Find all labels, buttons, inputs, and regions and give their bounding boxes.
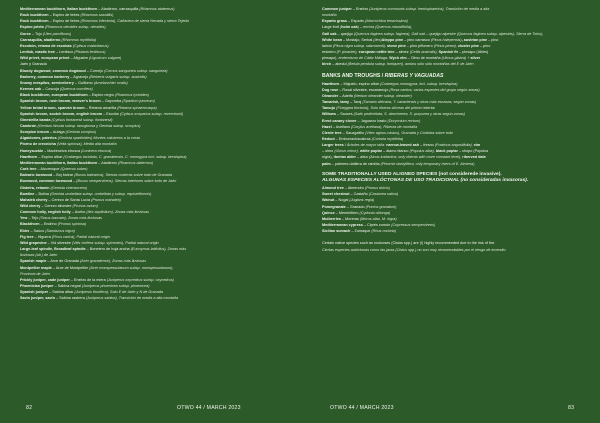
common-name: Quince: [322, 210, 335, 215]
common-name: iberian alder: [333, 155, 356, 160]
scientific-name: (Prunus spinosa): [57, 222, 87, 227]
scientific-name: (Lonicera etrusca): [81, 148, 112, 153]
scientific-name: (Buxus balearica), Sierras costeras sobre todo de Granada: [74, 173, 173, 178]
local-name: ) –: [357, 25, 364, 30]
scientific-name: (Rhamnus saxatilis): [80, 13, 114, 18]
local-name: – Saúco: [29, 228, 46, 233]
scientific-name: (Quercus suber): [60, 167, 88, 172]
common-name: Large-leaf spindle, Broadleaf spindle: [20, 247, 86, 252]
common-name: narrow-leaved ash: [386, 143, 420, 148]
common-name: Snowy mespilus, serviceberry: [20, 80, 74, 85]
scientific-name: (Nerium oleander subsp. oleander): [353, 93, 412, 98]
local-name: resinero: [322, 50, 337, 55]
scientific-name: lluviosas (alt.) de Jaén: [20, 253, 58, 258]
local-name: – Avellano: [331, 124, 352, 129]
scientific-name: (Ilex): [373, 37, 382, 42]
right-bottom-list: [322, 185, 580, 234]
common-name: Escobón, retama de escobas: [20, 43, 72, 48]
scientific-name: (Vitex agnus-castus), Granada y Córdoba sobre todo: [365, 130, 454, 135]
scientific-name: (Quercus faginea subsp. faginea), Gall oak – quejigo alpestre (Quercus faginea subsp. alpestris), Sierra de Tolox),: [353, 31, 544, 36]
common-name: Balearic boxwood: [20, 173, 53, 178]
common-name: Tamujo: [322, 106, 336, 111]
local-name: – Vid silvestre: [46, 240, 72, 245]
local-name: – Almendro: [343, 186, 365, 191]
scientific-name: (Juniperus communis subsp. hemisphaerica), Transición de media a alta: [369, 7, 490, 11]
common-name: Piorno de crecnicha: [20, 142, 56, 147]
local-name: – Aladierno: [97, 160, 119, 165]
scientific-name: (Populus alba),: [409, 149, 436, 154]
common-name: cluster pine: [457, 43, 480, 48]
scientific-name: (Pinus nigra subsp. salzmannii),: [332, 43, 388, 48]
scientific-name: (Retama sphaerocarpa): [117, 105, 157, 110]
local-name: – Alcornoque: [36, 167, 61, 172]
scientific-name: (Quercus coccifera): [60, 87, 93, 92]
scientific-name: (Sambucus nigra): [45, 228, 75, 233]
scientific-name: (Juniperus phoenicea subsp. phoenicea): [81, 284, 150, 289]
local-name: Large fruit: [322, 25, 340, 30]
scientific-name: (Vitis vinifera subsp. sylvestris), Partial natural origin: [72, 240, 159, 245]
local-name: – Arce de Montpellier: [51, 265, 90, 270]
local-name: – Higuera: [33, 234, 52, 239]
scientific-name: encina (Quercus rotundifolia),: [363, 25, 413, 30]
local-name: – Retama amarilla: [84, 105, 118, 110]
local-name: – pino: [479, 43, 491, 48]
common-name: Ginestrilla banda: [20, 117, 51, 122]
local-name: Jaén y Granada: [20, 62, 47, 67]
local-name: – Coscoja: [41, 87, 61, 92]
local-name: – Cerezo de Santa Lucía: [47, 197, 92, 202]
scientific-name: (Berberis vulgaris subsp. australis): [89, 74, 147, 79]
scientific-name: (Prunus dulcis): [364, 186, 390, 191]
common-name: Larger trees: [322, 143, 344, 148]
species-entry: [20, 295, 277, 301]
local-name: – Arce de Granada: [46, 259, 81, 264]
fire-risk-note: [322, 240, 580, 252]
common-name: Scorpion broom: [20, 130, 49, 135]
common-name: Espino prieto: [20, 25, 44, 30]
local-name: – Tejo: [27, 216, 40, 221]
common-name: Dog rose: [322, 87, 339, 92]
common-name: Sicilian sumach: [322, 229, 351, 234]
heading-banks-es: RIBERAS Y VAGUADAS: [384, 72, 444, 79]
scientific-name: (Rhamnus lycioides): [115, 93, 150, 98]
common-name: Cork tree: [20, 167, 37, 172]
local-name: – Bonetero de hoja ancha: [85, 247, 131, 252]
local-name: – Adelfa: [338, 93, 354, 98]
common-name: Esparto grass: [322, 19, 348, 24]
right-page: [300, 0, 600, 423]
local-name: – Endrino: [39, 222, 58, 227]
local-name: – Cornejo: [85, 68, 105, 73]
common-name: Mediterranean cypress: [322, 223, 363, 228]
scientific-name: (Prunus mahaleb): [91, 197, 121, 202]
common-name: Common juniper: [322, 7, 352, 11]
common-name: Lentisk, mastic tree: [20, 50, 56, 55]
common-name: black poplar: [435, 149, 458, 154]
local-name: – Boj balear: [52, 173, 75, 178]
scientific-name: (P. pinaster),: [336, 50, 359, 55]
common-name: Mediterranean buckthorn, Italian buckthorn: [20, 7, 98, 11]
common-name: Cambrón: [20, 123, 37, 128]
local-name: – Sauzgatillo: [341, 130, 366, 135]
local-name: – Zumaque: [350, 229, 372, 234]
scientific-name: (Crataegus monogyna, incl. subsp. brevispina): [380, 81, 458, 86]
common-name: Honeysuckle: [20, 148, 44, 153]
local-name: – pinsapo (Abies): [458, 50, 489, 55]
scientific-name: (Cupressus sempervirens): [391, 223, 436, 228]
scientific-name: (Alnus lusitanica; only riberas with more constant level),: [368, 155, 463, 160]
scientific-name: (Taxus baccata), Zonas más lluviosas: [39, 216, 102, 221]
local-name: – abedul: [331, 62, 348, 67]
local-name: – fresno: [419, 143, 435, 148]
common-name: holm oak: [341, 25, 358, 30]
common-name: Rock buckthorn: [20, 19, 49, 24]
common-name: , austrian pine: [461, 37, 488, 42]
scientific-name: (Vella spinosa), Media alta montaña: [56, 142, 117, 147]
common-name: Gisteira, retamín: [20, 185, 50, 190]
common-name: Common holly, english holly: [20, 210, 71, 215]
local-name: – Sabina rastrera: [55, 296, 86, 301]
scientific-name: (Juniperus sabina), Transición de media a alta montaña: [85, 296, 179, 301]
left-species-list: [20, 6, 277, 302]
scientific-name: (Ulmus glabra) +: [441, 56, 471, 61]
scientific-name: (Spartium junceum): [122, 99, 155, 104]
scientific-name: (Genista scorpius): [65, 130, 97, 135]
scientific-name: (Cydonia oblonga): [359, 210, 391, 215]
scientific-name: (Rosa canina, varias especies del grupo según zonas): [389, 87, 480, 92]
scientific-name: (Genista umbellata subsp. umbellata y subsp. equisetiformis): [50, 191, 152, 196]
scientific-name: (Coriaria myrtifolia): [371, 136, 404, 141]
common-name: Hawthorn: [20, 154, 38, 159]
common-name: Carrasquilla, aladierno: [20, 37, 61, 42]
scientific-name: (Corylus avellana), Riberas de montaña: [351, 124, 418, 129]
scientific-name: Provincia de Jaén: [20, 271, 50, 276]
common-name: silver: [470, 56, 481, 61]
scientific-name: (Buxus sempervirens), Sierras interiores sobre todo de Jaén: [76, 179, 177, 184]
common-name: White bean: [322, 37, 343, 42]
common-name: Walnut: [322, 198, 335, 203]
common-name: Blackthorn: [20, 222, 40, 227]
common-name: Mediterranean buckthorn, Italian buckthorn: [20, 160, 98, 165]
local-name: – olmo: [322, 149, 335, 154]
local-name: – Granado: [345, 204, 366, 209]
local-name: – Ciprés común: [362, 223, 392, 228]
scientific-name: (Rhamnus oleoides subsp. oleoides): [45, 25, 106, 30]
species-entry: [322, 31, 580, 37]
scientific-name: (Prunus avium): [72, 204, 98, 208]
local-name: – Emborrachacabras: [334, 136, 372, 141]
local-name: – Lentisco: [55, 50, 75, 55]
common-name: Montpellier maple: [20, 265, 52, 270]
local-name: – Castaño: [349, 192, 369, 197]
local-name: – Mostajo, Serbal: [342, 37, 374, 42]
scientific-name: (Morus alba, M. nigra): [359, 216, 397, 221]
common-name: birch: [322, 62, 332, 67]
scientific-name: (Genista hirsuta subsp. lanuginosa y Genista subsp. scorpius): [37, 123, 141, 128]
local-name: – Espino negro: [87, 93, 116, 98]
common-name: palm: [322, 161, 331, 166]
common-name: Pomegranate: [322, 204, 346, 209]
scientific-name: (Crataegus laciniata, C. granatensis, C. monogyna incl. subsp. brevispina): [63, 154, 187, 159]
common-name: Redoul: [322, 136, 335, 141]
common-name: Hawthorn: [322, 81, 340, 86]
heading-aligned-es: ALGUNAS ESPECIES ALÓCTONAS DE USO TRADICIONAL (no consideradas invasoras).: [322, 177, 529, 183]
scientific-name: (Acer monspessulanum subsp. monspessulanum),: [89, 265, 174, 270]
common-name: Spanish fir: [438, 50, 459, 55]
page-number-right: 83: [568, 405, 575, 411]
common-name: Bowline: [20, 191, 35, 196]
scientific-name: (Cytisus scoparius subsp. reverchonii): [119, 111, 184, 116]
common-name: Mulberries: [322, 216, 341, 221]
scientific-name: (Juglans regia): [349, 198, 375, 203]
scientific-name: montaña: [322, 13, 337, 18]
local-name: – Jaguarzo basto: [356, 118, 388, 123]
local-name: laricio: [322, 43, 333, 48]
local-name: – pino piñonero: [405, 43, 434, 48]
common-name: Spanish juniper: [20, 290, 49, 295]
local-name: – Cerezo silvestre: [40, 204, 73, 208]
page-number-left: 82: [26, 405, 33, 411]
common-name: Oleander: [322, 93, 339, 98]
local-name: – Tojo: [30, 31, 43, 36]
heading-banks-en: BANKS AND TROUGHS /: [322, 72, 385, 79]
common-name: Phoenician juniper: [20, 284, 54, 289]
common-name: Boxwood, common boxwood: [20, 179, 73, 184]
scientific-name: (Ligustrum vulgare): [88, 56, 122, 61]
local-name: – palmera datilera de rambla: [330, 161, 381, 166]
common-name: Gorse: [20, 31, 31, 36]
common-name: Barberry, common barberry: [20, 74, 70, 79]
local-name: nigra),: [322, 155, 334, 160]
local-name: – Aligustre: [69, 56, 89, 61]
scientific-name: (Cornus sanguinea subsp. sanguinea): [104, 68, 168, 73]
scientific-name: (Rhamnus myrtifolia): [61, 37, 97, 42]
scientific-name: (Fraxinus angustifolia),: [434, 143, 474, 148]
scientific-name: (Rhamnus infectoria), Cañavera de sierra Nevada y sierra Tejeda: [80, 19, 189, 24]
common-name: Black buckthorn, european buckthorn: [20, 93, 88, 98]
common-name: Spanish broom, scotch broom, english broom: [20, 111, 103, 116]
common-name: european nettle tree: [358, 50, 395, 55]
local-name: – Gayomba: [100, 99, 123, 104]
local-name: – Rosal silvestre, escaramujo: [338, 87, 390, 92]
scientific-name: (Macrochloa tenacissima): [365, 19, 408, 24]
local-name: – quejigo: [336, 31, 354, 36]
common-name: Wild cherry: [20, 204, 41, 208]
local-name: – Nogal: [334, 198, 350, 203]
scientific-name: (Cytisus fontanesii subsp. fontanesii): [51, 117, 113, 122]
scientific-name: Árboles de mayor talla:: [346, 143, 387, 148]
local-name: – álamo blanco: [382, 149, 410, 154]
scientific-name: (Flueggea tinctoria), Solo riberas silíceas del pirineo: [336, 106, 424, 111]
scientific-name: (Cytisus malacitanus): [72, 43, 109, 48]
species-entry: [322, 228, 580, 234]
common-name: Wild privet, european privet: [20, 56, 70, 61]
local-name: – Moreras: [340, 216, 360, 221]
publication-footer-left: OTWO 44 / MARCH 2023: [177, 405, 241, 411]
scientific-name: (Acer granatense), Zonas más lluviosas: [80, 259, 147, 264]
local-name: – Enebro: [351, 7, 370, 11]
common-name: Bloody dogwood, common dogwood: [20, 68, 86, 73]
right-top-list: [322, 6, 580, 68]
local-name: – Enebro de la miera: [69, 277, 107, 282]
common-name: Rock buckthorn: [20, 13, 49, 18]
local-name: – aliso: [355, 155, 369, 160]
local-name: interior: [423, 106, 435, 111]
local-name: – Espino de tintes: [48, 19, 81, 24]
scientific-name: (Ficus carica), Partial natural origin: [51, 234, 110, 239]
common-name: Yew: [20, 216, 28, 221]
scientific-name: (Phoenix dactylifera, only temporary rivers of E. Almería): [380, 161, 475, 166]
publication-footer-right: OTWO 44 / MARCH 2023: [330, 405, 394, 411]
scientific-name: (Euonymus latifolius), Zonas más: [130, 247, 187, 252]
common-name: elm: [473, 143, 481, 148]
local-name: /: [343, 143, 347, 148]
scientific-name: (Genista cinerascens): [50, 185, 88, 190]
common-name: Wild grapevine: [20, 240, 47, 245]
scientific-name: (Genista spartioides) Montes calcáreos a la costa: [57, 136, 140, 141]
local-name: – Escoba: [102, 111, 120, 116]
scientific-name: (Juniperus oxycedrus subsp. oxycedrus): [106, 277, 174, 282]
heading-aligned-en: SOME TRADITIONALLY USED ALIGNED SPECIES (not considerede invasive).: [322, 171, 502, 177]
scientific-name: (Celtis australis),: [409, 50, 439, 55]
species-entry: [322, 61, 580, 67]
common-name: Fig tree: [20, 234, 34, 239]
local-name: – almez: [394, 50, 410, 55]
right-species-list: [322, 6, 580, 253]
local-name: – Aladierno, carrasquilla: [97, 7, 140, 11]
local-name: – Madreselva etrusca: [43, 148, 82, 153]
right-mid-list: [322, 81, 580, 167]
local-name: – Olmo de montaña: [406, 56, 442, 61]
scientific-name: (: [339, 25, 342, 30]
local-name: – chopo (Populus: [457, 149, 489, 154]
scientific-name: (Amelanchier ovalis): [93, 80, 128, 85]
common-name: Clerde tree: [322, 130, 342, 135]
local-name: – Bolina: [34, 191, 51, 196]
scientific-name: (Dorycnium rectum): [387, 118, 421, 123]
common-name: Algaidones, palerlos: [20, 136, 57, 141]
common-name: Spanish maple: [20, 259, 47, 264]
scientific-name: (Ulmus minor),: [334, 149, 360, 154]
scientific-name: (Castanea sativa): [368, 192, 399, 197]
common-name: Gall oak: [322, 31, 337, 36]
common-name: Spanish broom, rush broom, weaver's broom: [20, 99, 101, 104]
local-name: pinsapo),: [322, 56, 339, 61]
common-name: Erect canary clover: [322, 118, 357, 123]
scientific-name: (Pistacia lentiscus): [74, 50, 106, 55]
local-name: – Agracejo: [69, 74, 90, 79]
scientific-name: (Pinus halepensis): [430, 37, 462, 42]
local-name: – Esparto: [347, 19, 366, 24]
scientific-name: (Tamarix africana, T. canariensis y otras más escasas, según zonas): [362, 100, 477, 105]
common-name: stone pine: [387, 43, 406, 48]
local-name: – Sauces: [335, 112, 354, 117]
scientific-name: (Rhamnus alaternus): [118, 160, 154, 165]
common-name: Elder: [20, 228, 30, 233]
local-name: – Guillomo: [73, 80, 94, 85]
scientific-name: (Pinus pinea),: [433, 43, 458, 48]
common-name: Almond tree: [322, 186, 344, 191]
scientific-name: (Juniperus thurifera), Solo E de Jaén y N de Granada: [74, 290, 164, 295]
scientific-name: (Salix pedicellata, S. atrocinerea, S. purpurea y otras según zonas): [353, 112, 465, 117]
scientific-name: endemismo de Cádiz Málaga,: [338, 56, 390, 61]
local-name: – Espino albar: [37, 154, 64, 159]
section-heading-banks: [322, 73, 580, 80]
local-name: – Taraj: [349, 100, 363, 105]
local-name: – pino: [487, 37, 499, 42]
local-name: – Majuelo, espino albar: [339, 81, 381, 86]
local-name: – pino carrasco: [403, 37, 431, 42]
scientific-name: (Ilex aquifolium), Zonas más lluviosas: [86, 210, 149, 215]
common-name: Sweet chestnut: [322, 192, 350, 197]
common-name: Wych elm: [389, 56, 407, 61]
scientific-name: (Ulex parviflorus): [42, 31, 72, 36]
local-name: –: [72, 179, 77, 184]
local-name: – Membrillero: [334, 210, 360, 215]
species-entry: [322, 161, 580, 167]
common-name: riberved date: [462, 155, 486, 160]
section-heading-aligned: [322, 172, 580, 184]
note-es: Ciertas especies autóctonas como las jaras (Cistus spp.) no son muy recomendables por el riesgo de incendio.: [322, 247, 507, 252]
local-name: – Sabina negral: [53, 284, 82, 289]
scientific-name: (Punica granatum): [365, 204, 397, 209]
local-name: – Espino de tintes: [48, 13, 81, 18]
common-name: white poplar: [359, 149, 383, 154]
common-name: Prickly juniper, cade juniper: [20, 277, 70, 282]
scientific-name: (Rhamnus alaternus): [139, 7, 175, 11]
common-name: Tamarisk, tamy: [322, 100, 350, 105]
common-name: Mahaleb cherry: [20, 197, 48, 202]
common-name: Kermes oak: [20, 87, 42, 92]
common-name: Aleppo pine: [381, 37, 404, 42]
common-name: Savin juniper, savin: [20, 296, 56, 301]
local-name: – Sabina albar: [48, 290, 75, 295]
local-name: – Aulaga: [48, 130, 66, 135]
common-name: Hazel: [322, 124, 332, 129]
common-name: Yellow bridal broom, spanish broom: [20, 105, 85, 110]
scientific-name: (Betula pendula subsp. fontqueri), ambos sólo sólo montañas del E de Jaén: [347, 62, 474, 67]
scientific-name: (Rhus coriaria): [371, 229, 397, 234]
local-name: – Acebo: [70, 210, 87, 215]
note-en: Certain native species such as rockroses (Cistus spp.) are (!) highly recommended due to the risk of fire.: [322, 241, 496, 246]
common-name: Willows: [322, 112, 336, 117]
